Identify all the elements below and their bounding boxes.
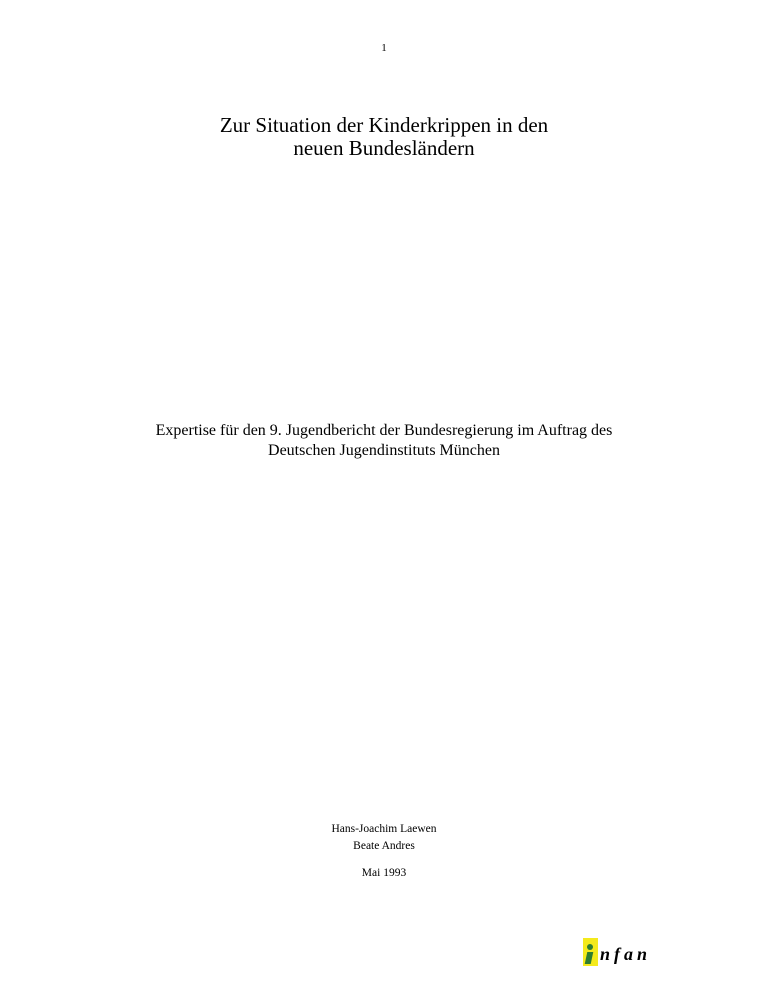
page-number: 1	[381, 42, 387, 54]
document-subtitle	[0, 421, 768, 461]
logo-i-stem	[585, 952, 594, 964]
publication-date: Mai 1993	[361, 867, 407, 879]
infan-logo	[583, 938, 651, 966]
logo-i-dot	[587, 944, 593, 950]
author-name: Hans-Joachim Laewen	[331, 823, 437, 835]
title-line-2: neuen Bundesländern	[293, 136, 475, 160]
logo-i-mark	[583, 938, 598, 966]
author-list	[0, 821, 768, 855]
document-title	[0, 114, 768, 160]
title-line-1: Zur Situation der Kinderkrippen in den	[219, 113, 549, 137]
subtitle-line-2: Deutschen Jugendinstituts München	[268, 442, 500, 459]
subtitle-line-1: Expertise für den 9. Jugendbericht der Bundesregierung im Auftrag des	[155, 422, 613, 439]
author-name: Beate Andres	[353, 840, 415, 852]
logo-wordmark: nfan	[600, 944, 652, 964]
